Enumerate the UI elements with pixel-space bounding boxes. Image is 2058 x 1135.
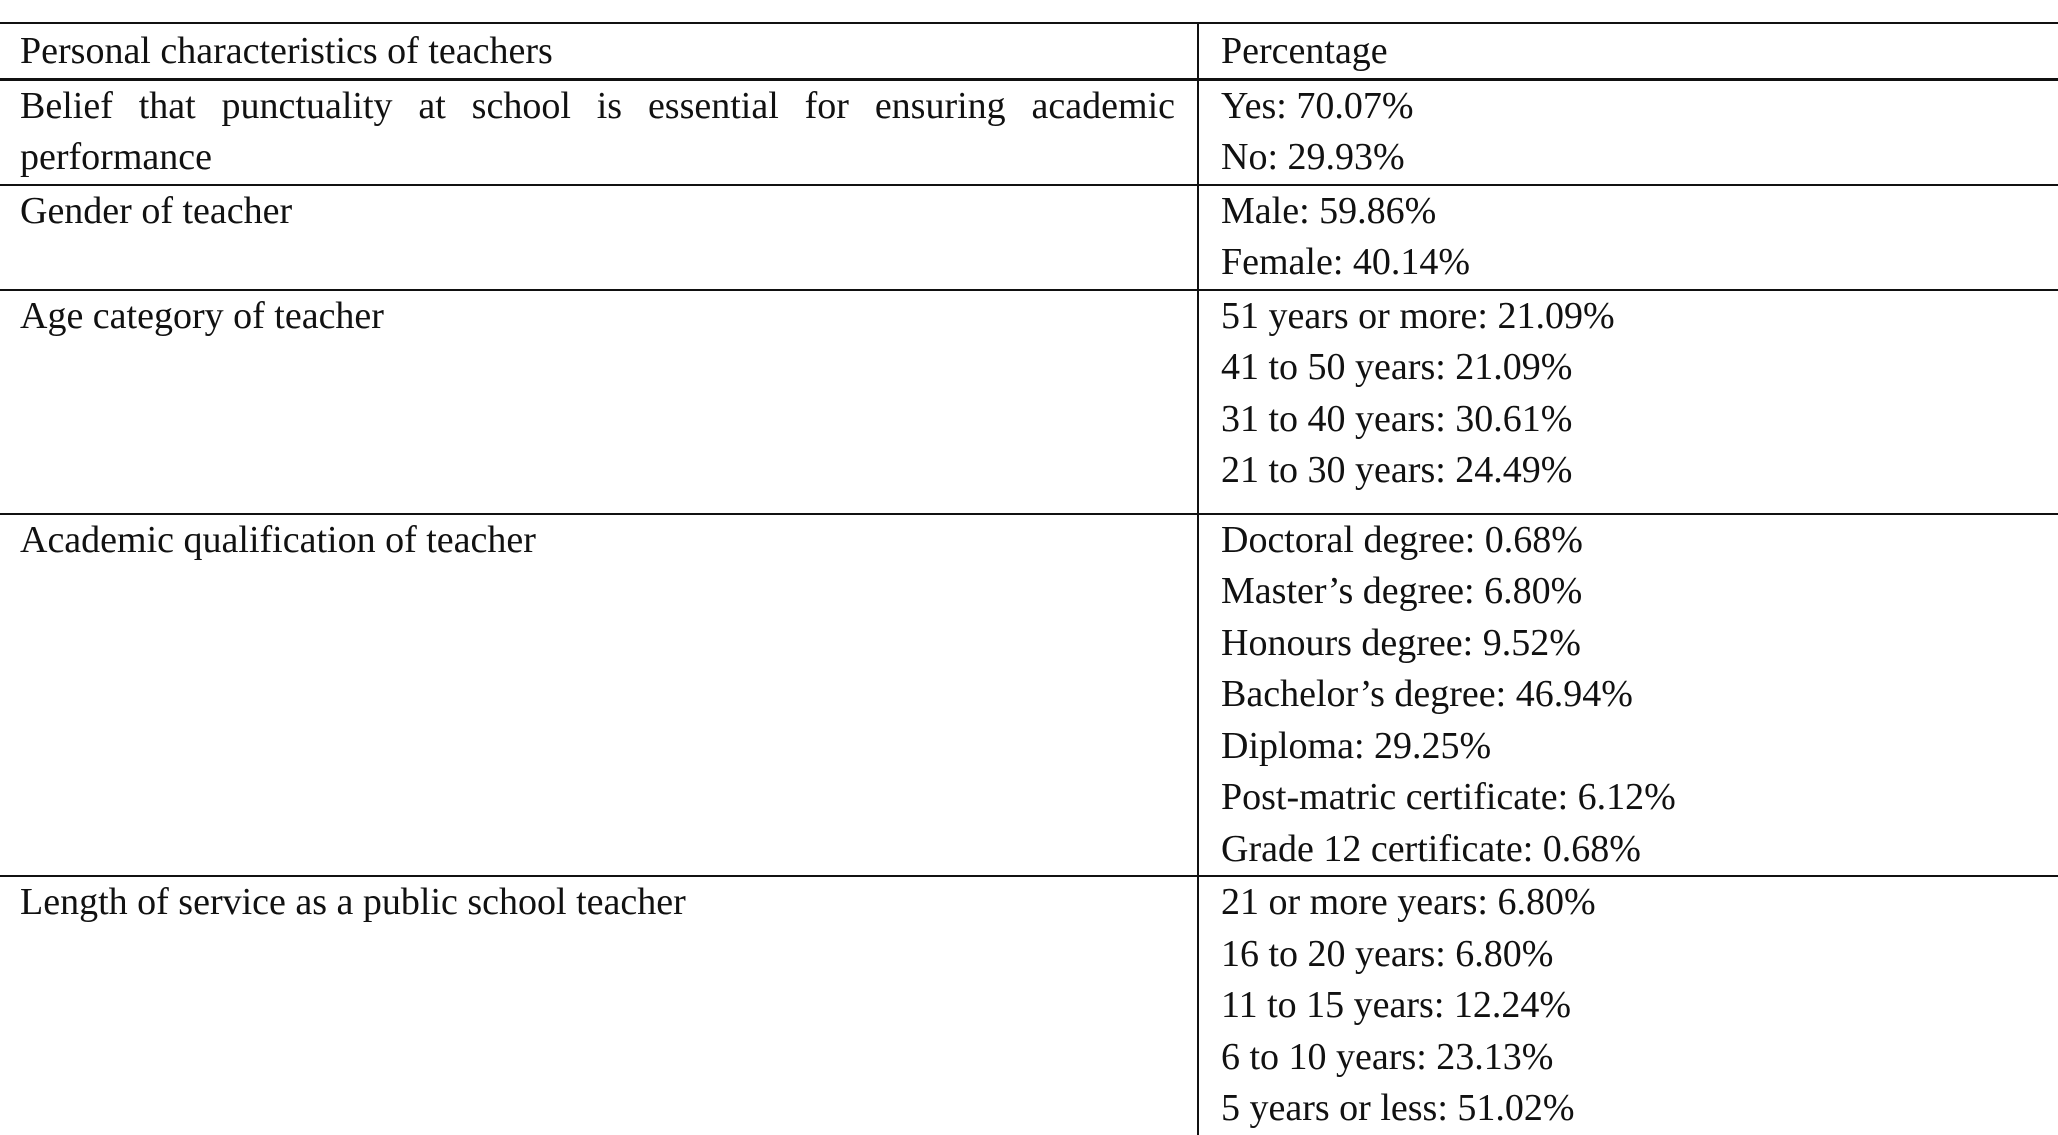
row-values [1198,876,2058,1135]
row-values [1198,514,2058,877]
row-label: Age category of teacher [0,290,1198,514]
value-line: No: 29.93% [1221,136,1405,178]
table-row-qualification [0,514,2058,877]
row-values [1198,185,2058,290]
teacher-characteristics-table [0,22,2058,1135]
value-line: Diploma: 29.25% [1221,724,1492,767]
table-row-service-length [0,876,2058,1135]
header-characteristic-label: Personal characteristics of teachers [20,30,553,72]
value-line: Female: 40.14% [1221,241,1471,283]
value-line: 6 to 10 years: 23.13% [1221,1035,1554,1078]
value-line: Yes: 70.07% [1221,84,1414,127]
value-line: 5 years or less: 51.02% [1221,1087,1575,1129]
value-line: 21 to 30 years: 24.49% [1221,449,1573,491]
row-label: Length of service as a public school teacher [0,876,1198,1135]
header-percentage-label: Percentage [1221,30,1388,72]
value-line: Honours degree: 9.52% [1221,621,1581,664]
row-label: Gender of teacher [0,185,1198,290]
row-label: Belief that punctuality at school is essential for ensuring academic performance [0,79,1198,185]
table-row-age [0,290,2058,514]
value-line: 31 to 40 years: 30.61% [1221,397,1573,440]
value-line: Male: 59.86% [1221,189,1437,232]
row-values [1198,290,2058,514]
value-line: 16 to 20 years: 6.80% [1221,932,1554,975]
value-line: Master’s degree: 6.80% [1221,570,1583,612]
value-line: Bachelor’s degree: 46.94% [1221,673,1633,715]
value-line: 11 to 15 years: 12.24% [1221,984,1572,1026]
value-line: Doctoral degree: 0.68% [1221,518,1583,561]
header-characteristic [0,23,1198,79]
table-row-gender [0,185,2058,290]
table-header-row [0,23,2058,79]
value-line: Grade 12 certificate: 0.68% [1221,827,1641,870]
row-label: Academic qualification of teacher [0,514,1198,877]
header-percentage [1198,23,2058,79]
value-line: 41 to 50 years: 21.09% [1221,346,1573,388]
row-values [1198,79,2058,185]
table-row-punctuality [0,79,2058,185]
value-line: Post-matric certificate: 6.12% [1221,776,1676,818]
value-line: 51 years or more: 21.09% [1221,294,1615,337]
value-line: 21 or more years: 6.80% [1221,881,1596,923]
